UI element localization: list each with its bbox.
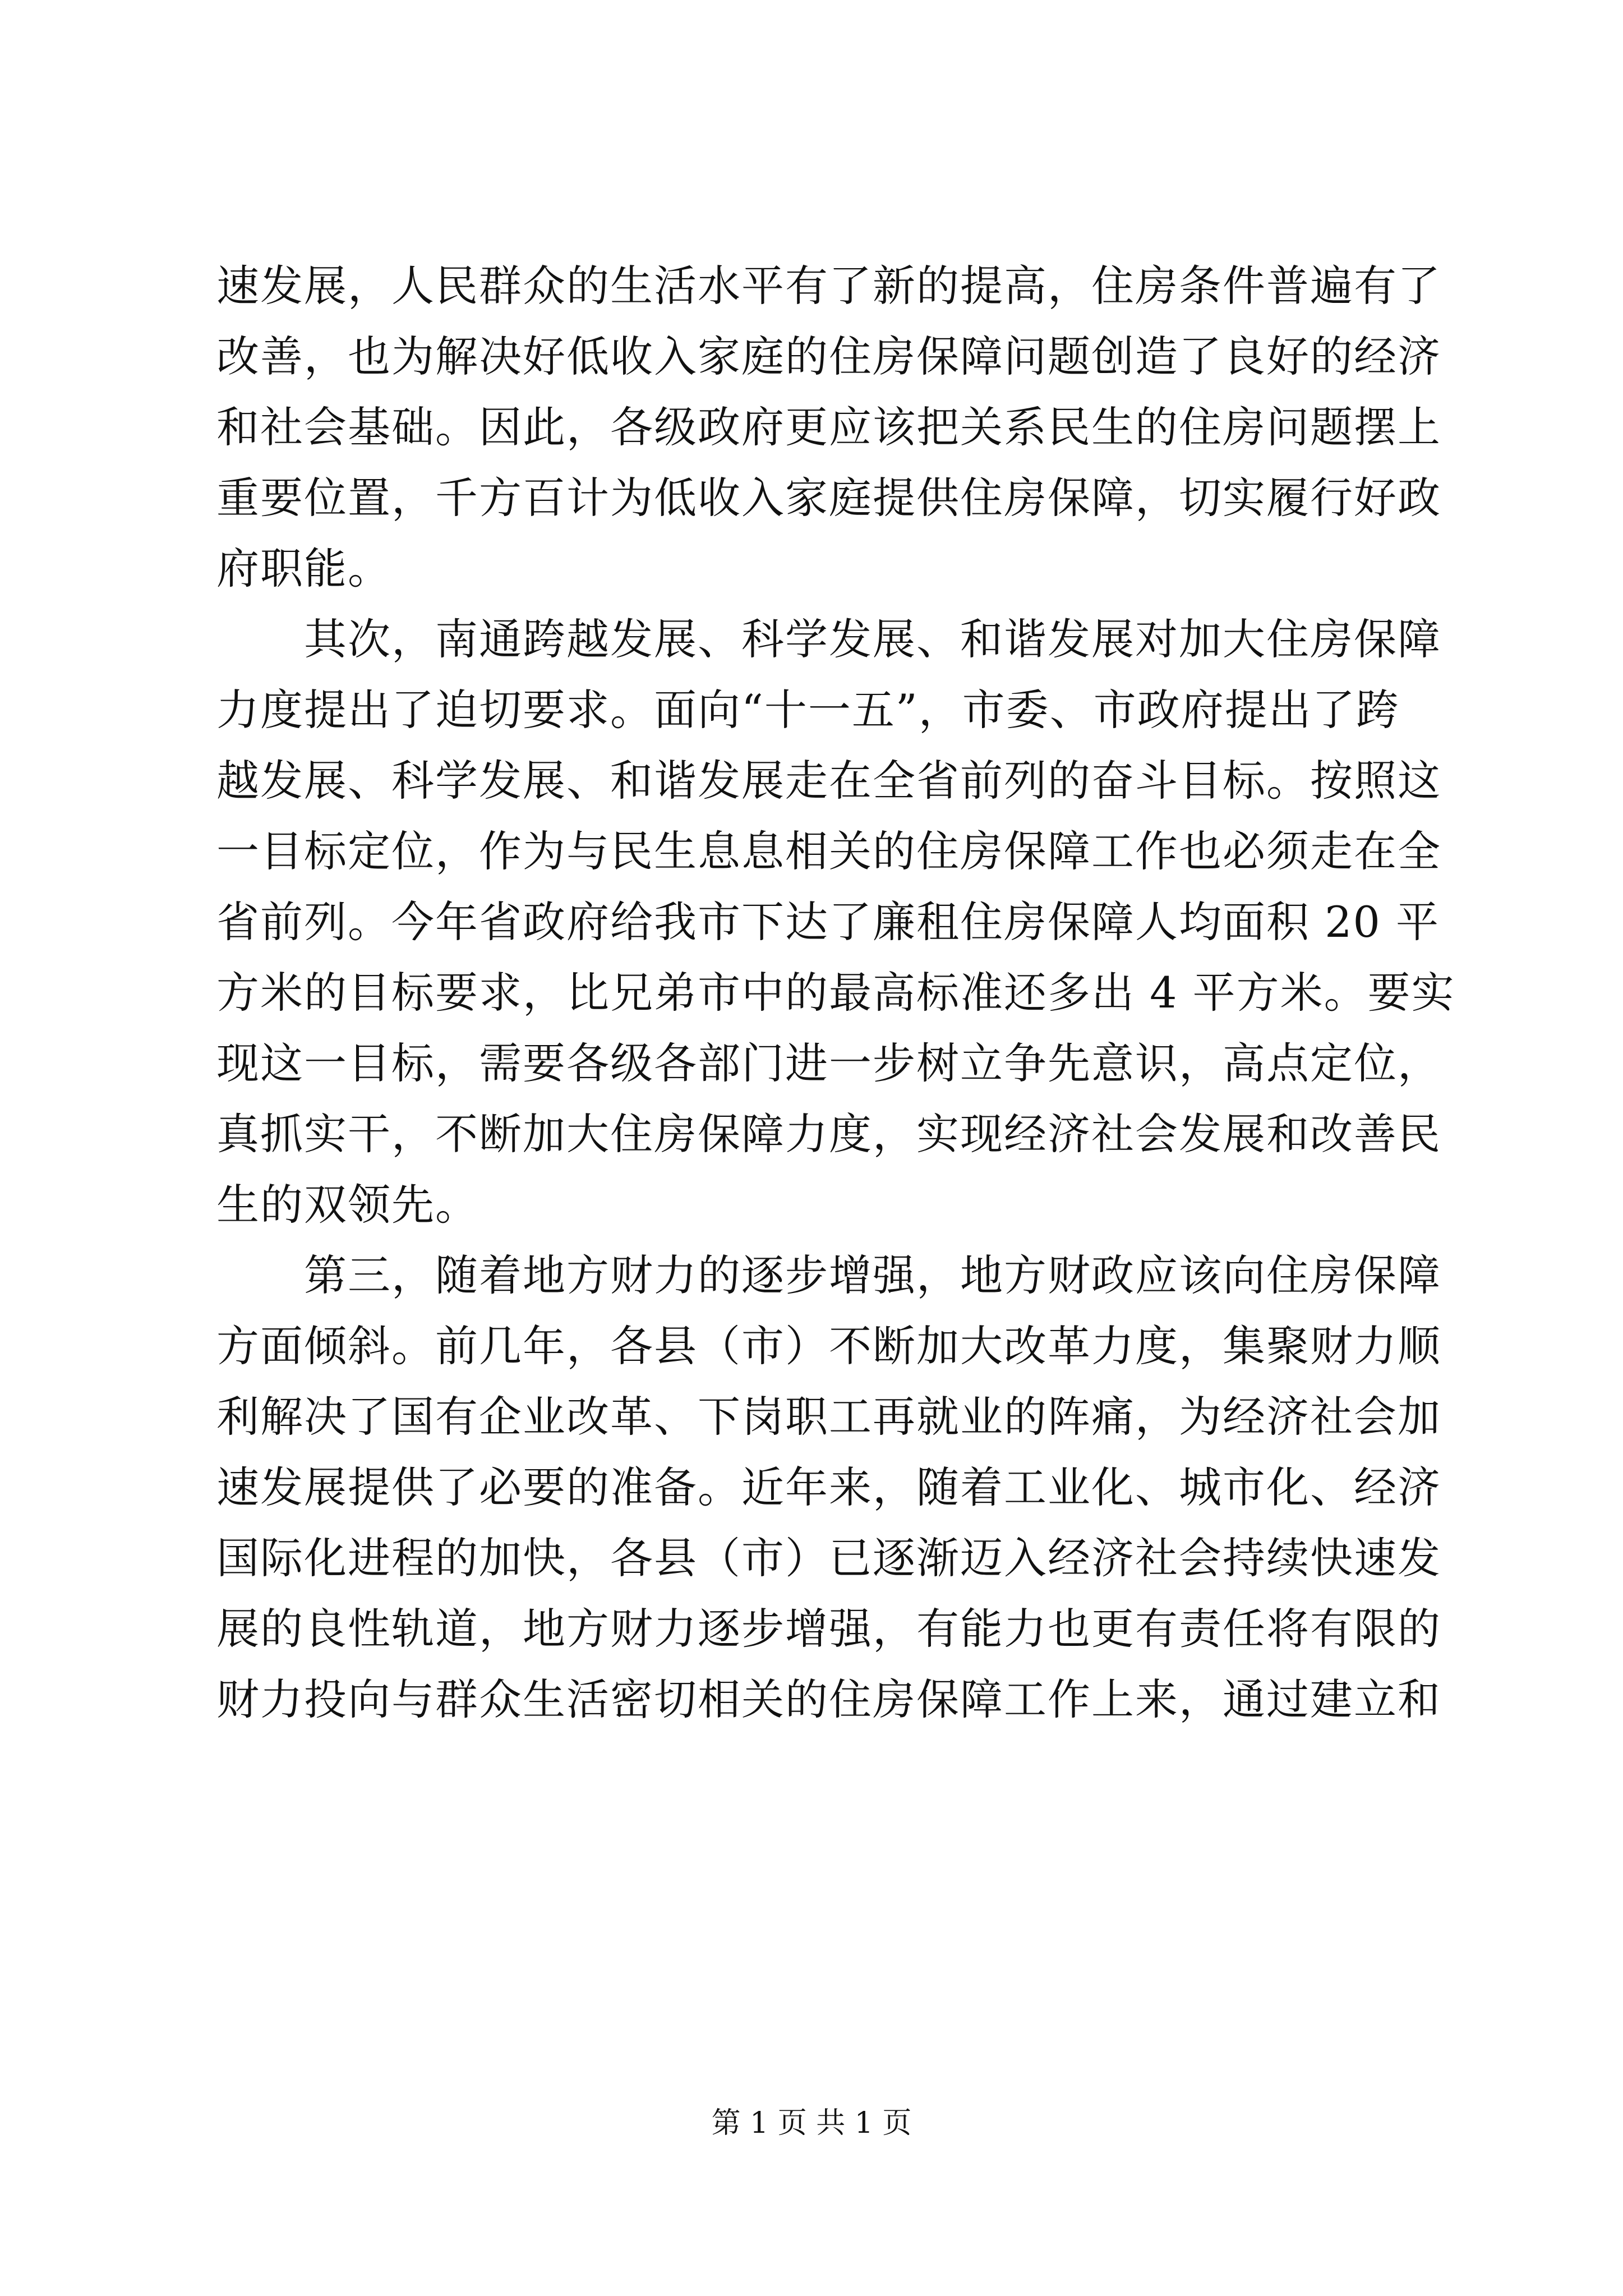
text-line: 力度提出了迫切要求。面向“十一五”，市委、市政府提出了跨	[216, 685, 1400, 735]
text-line: 府职能。	[216, 544, 391, 593]
text-line: 一目标定位，作为与民生息息相关的住房保障工作也必须走在全	[216, 826, 1441, 876]
text-line: 其次，南通跨越发展、科学发展、和谐发展对加大住房保障	[216, 614, 1441, 664]
text-line: 越发展、科学发展、和谐发展走在全省前列的奋斗目标。按照这	[216, 756, 1441, 806]
text-line: 展的良性轨道，地方财力逐步增强，有能力也更有责任将有限的	[216, 1604, 1441, 1654]
text-line: 方米的目标要求，比兄弟市中的最高标准还多出 4 平方米。要实	[216, 968, 1455, 1018]
text-line: 现这一目标，需要各级各部门进一步树立争先意识，高点定位，	[216, 1038, 1441, 1088]
text-line: 速发展提供了必要的准备。近年来，随着工业化、城市化、经济	[216, 1462, 1441, 1512]
text-line: 速发展，人民群众的生活水平有了新的提高，住房条件普遍有了	[216, 261, 1441, 311]
text-line: 国际化进程的加快，各县（市）已逐渐迈入经济社会持续快速发	[216, 1533, 1441, 1583]
text-line: 第三，随着地方财力的逐步增强，地方财政应该向住房保障	[216, 1250, 1441, 1300]
text-line: 真抓实干，不断加大住房保障力度，实现经济社会发展和改善民	[216, 1109, 1441, 1159]
text-line: 利解决了国有企业改革、下岗职工再就业的阵痛，为经济社会加	[216, 1392, 1441, 1442]
text-line: 财力投向与群众生活密切相关的住房保障工作上来，通过建立和	[216, 1674, 1441, 1724]
text-line: 方面倾斜。前几年，各县（市）不断加大改革力度，集聚财力顺	[216, 1321, 1441, 1371]
text-line: 生的双领先。	[216, 1180, 479, 1230]
text-line: 重要位置，千方百计为低收入家庭提供住房保障，切实履行好政	[216, 473, 1441, 523]
text-line: 和社会基础。因此，各级政府更应该把关系民生的住房问题摆上	[216, 402, 1441, 452]
page-number-footer: 第 1 页 共 1 页	[711, 2106, 912, 2140]
text-line: 改善，也为解决好低收入家庭的住房保障问题创造了良好的经济	[216, 332, 1441, 381]
text-line: 省前列。今年省政府给我市下达了廉租住房保障人均面积 20 平	[216, 897, 1440, 947]
